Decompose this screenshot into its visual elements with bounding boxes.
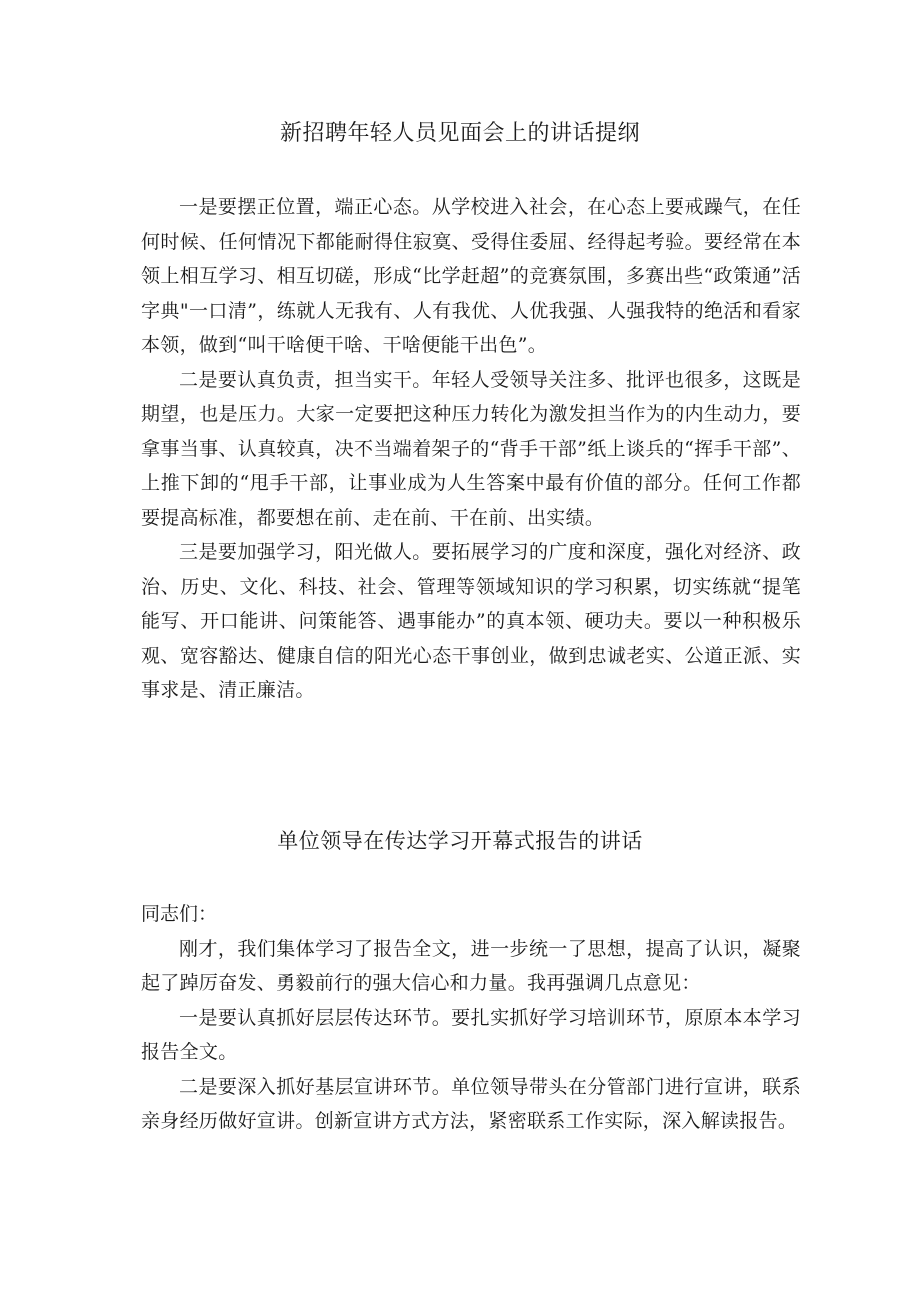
paragraph-item-one: 一是要认真抓好层层传达环节。要扎实抓好学习培训环节，原原本本学习报告全文。 bbox=[141, 1006, 801, 1063]
paragraph-intro: 刚才，我们集体学习了报告全文，进一步统一了思想，提高了认识，凝聚起了踔厉奋发、勇毅前行的强大信心和力量。我再强调几点意见： bbox=[141, 937, 801, 994]
paragraph-point-one: 一是要摆正位置，端正心态。从学校进入社会，在心态上要戒躁气，在任何时候、任何情况下都能耐得住寂寞、受得住委屈、经得起考验。要经常在本领上相互学习、相互切磋，形成“比学赶超”的竞赛氛围，多赛出些“政策通”活字典"一口清”，练就人无我有、人有我优、人优我强、人强我特的绝活和看家本领，做到“叫干啥便干啥、干啥便能干出色”。 bbox=[141, 196, 801, 356]
paragraph-point-two: 二是要认真负责，担当实干。年轻人受领导关注多、批评也很多，这既是期望，也是压力。大家一定要把这种压力转化为激发担当作为的内生动力，要拿事当事、认真较真，决不当端着架子的“背手干部”纸上谈兵的“挥手干部”、上推下卸的“甩手干部，让事业成为人生答案中最有价值的部分。任何工作都要提高标准，都要想在前、走在前、干在前、出实绩。 bbox=[141, 368, 801, 529]
salutation: 同志们： bbox=[141, 903, 218, 925]
speech-body bbox=[141, 897, 801, 1139]
section-title: 单位领导在传达学习开幕式报告的讲话 bbox=[277, 829, 643, 853]
speech-outline-body bbox=[141, 190, 801, 708]
document-title: 新招聘年轻人员见面会上的讲话提纲 bbox=[279, 121, 640, 146]
paragraph-item-two: 二是要深入抓好基层宣讲环节。单位领导带头在分管部门进行宣讲，联系亲身经历做好宣讲。创新宣讲方式方法，紧密联系工作实际，深入解读报告。 bbox=[141, 1075, 801, 1132]
paragraph-point-three: 三是要加强学习，阳光做人。要拓展学习的广度和深度，强化对经济、政治、历史、文化、科技、社会、管理等领域知识的学习积累，切实练就“提笔能写、开口能讲、问策能答、遇事能办”的真本领、硬功夫。要以一种积极乐观、宽容豁达、健康自信的阳光心态干事创业，做到忠诚老实、公道正派、实事求是、清正廉洁。 bbox=[141, 541, 801, 701]
